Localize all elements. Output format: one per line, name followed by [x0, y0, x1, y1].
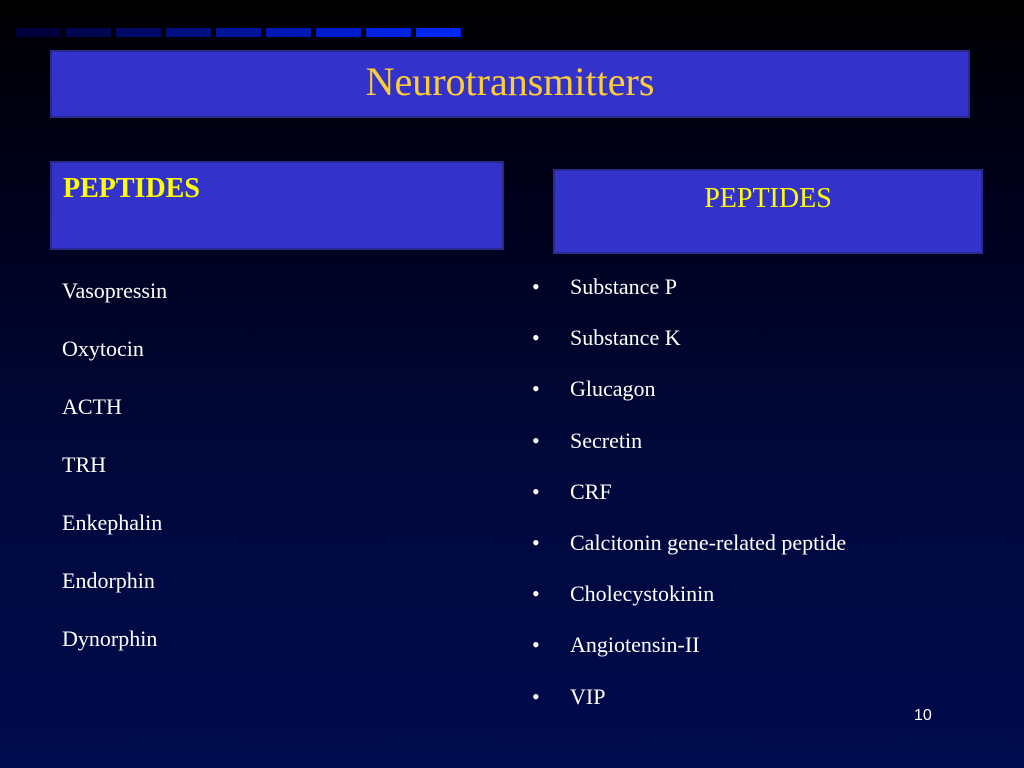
- decorative-header-bar: [16, 28, 461, 37]
- list-item: [532, 477, 846, 528]
- list-item: [532, 272, 846, 323]
- list-item-label: CRF: [570, 478, 612, 504]
- list-item-label: Secretin: [570, 427, 643, 453]
- bullet-icon: •: [532, 632, 540, 658]
- right-peptide-list: [532, 272, 846, 733]
- bullet-icon: •: [532, 581, 540, 607]
- list-item: Enkephalin: [62, 510, 163, 535]
- deco-bar-segment: [16, 28, 61, 37]
- list-item-label: Angiotensin-II: [570, 632, 700, 658]
- list-item: [532, 323, 846, 374]
- title-box: [50, 50, 970, 118]
- list-item-label: VIP: [570, 683, 606, 709]
- list-item: Vasopressin: [62, 278, 168, 303]
- bullet-icon: •: [532, 427, 540, 453]
- list-item: [532, 630, 846, 681]
- list-item: ACTH: [62, 394, 122, 419]
- list-item: [532, 682, 846, 733]
- slide-title: Neurotransmitters: [365, 59, 655, 104]
- list-item-label: Calcitonin gene-related peptide: [570, 529, 847, 555]
- right-column-header-box: [553, 169, 983, 254]
- deco-bar-segment: [166, 28, 211, 37]
- list-item: Dynorphin: [62, 626, 158, 651]
- deco-bar-segment: [66, 28, 111, 37]
- left-column-header-box: [50, 161, 504, 250]
- bullet-icon: •: [532, 325, 540, 351]
- bullet-icon: •: [532, 683, 540, 709]
- list-item: [532, 579, 846, 630]
- bullet-icon: •: [532, 274, 540, 299]
- deco-bar-segment: [366, 28, 411, 37]
- deco-bar-segment: [116, 28, 161, 37]
- deco-bar-segment: [316, 28, 361, 37]
- list-item: TRH: [62, 452, 106, 477]
- bullet-icon: •: [532, 529, 540, 555]
- list-item: [532, 374, 846, 425]
- list-item: Oxytocin: [62, 336, 144, 361]
- list-item-label: Substance P: [570, 274, 677, 299]
- right-column-header: PEPTIDES: [704, 183, 832, 214]
- list-item-label: Substance K: [570, 325, 681, 351]
- list-item: [532, 528, 846, 579]
- bullet-icon: •: [532, 478, 540, 504]
- left-peptide-list: [62, 276, 167, 682]
- page-number: 10: [914, 707, 932, 724]
- list-item-label: Glucagon: [570, 376, 656, 402]
- list-item: [532, 426, 846, 477]
- left-column-header: PEPTIDES: [63, 173, 200, 204]
- deco-bar-segment: [266, 28, 311, 37]
- list-item: Endorphin: [62, 568, 155, 593]
- deco-bar-segment: [416, 28, 461, 37]
- bullet-icon: •: [532, 376, 540, 402]
- deco-bar-segment: [216, 28, 261, 37]
- list-item-label: Cholecystokinin: [570, 581, 715, 607]
